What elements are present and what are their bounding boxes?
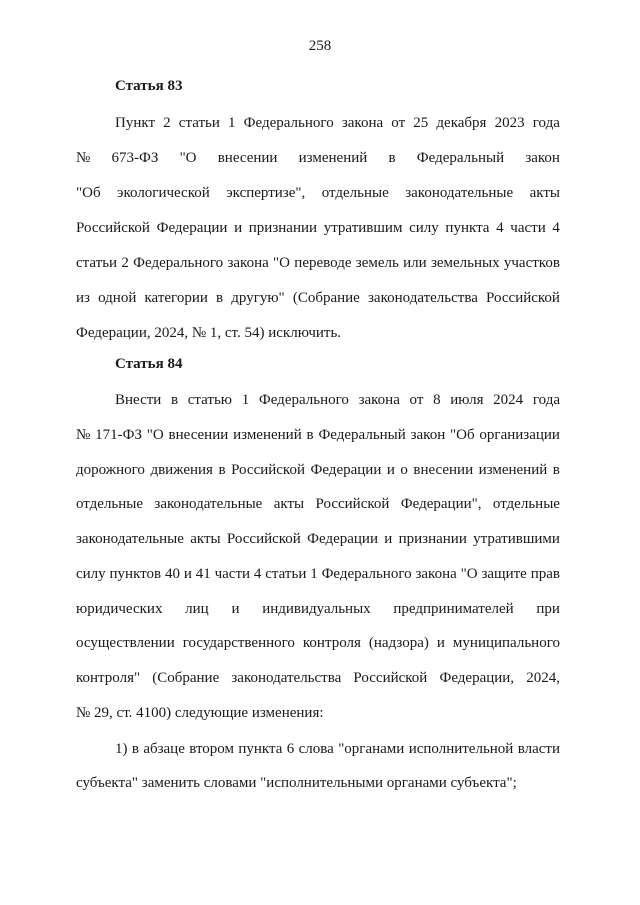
article-83-line-7: Федерации, 2024, № 1, ст. 54) исключить. xyxy=(76,325,342,341)
article-84-item-1-line-2: субъекта" заменить словами "исполнительными органами субъекта"; xyxy=(76,775,517,791)
article-83-line-2: № 673-ФЗ "О внесении изменений в Федеральный закон xyxy=(76,150,560,166)
article-83-line-1: Пункт 2 статьи 1 Федерального закона от 25 декабря 2023 года xyxy=(115,115,560,131)
article-83-line-5: статьи 2 Федерального закона "О переводе земель или земельных участков xyxy=(76,255,560,271)
article-84-line-9: контроля" (Собрание законодательства Российской Федерации, 2024, xyxy=(76,670,560,686)
article-83-heading: Статья 83 xyxy=(115,78,183,94)
article-83-line-6: из одной категории в другую" (Собрание законодательства Российской xyxy=(76,290,560,306)
article-84-line-7: юридических лиц и индивидуальных предпринимателей при xyxy=(76,601,560,617)
article-84-line-10: № 29, ст. 4100) следующие изменения: xyxy=(76,705,324,721)
article-83-line-3: "Об экологической экспертизе", отдельные законодательные акты xyxy=(76,185,560,201)
article-84-line-3: дорожного движения в Российской Федерации и о внесении изменений в xyxy=(76,462,560,478)
article-84-line-1: Внести в статью 1 Федерального закона от 8 июля 2024 года xyxy=(115,392,560,408)
article-84-heading: Статья 84 xyxy=(115,356,183,372)
article-83-line-4: Российской Федерации и признании утратившим силу пункта 4 части 4 xyxy=(76,220,560,236)
article-84-line-4: отдельные законодательные акты Российской Федерации", отдельные xyxy=(76,496,560,512)
article-84-line-5: законодательные акты Российской Федерации и признании утратившими xyxy=(76,531,560,547)
article-84-line-8: осуществлении государственного контроля (надзора) и муниципального xyxy=(76,635,560,651)
article-84-line-6: силу пунктов 40 и 41 части 4 статьи 1 Федерального закона "О защите прав xyxy=(76,566,560,582)
article-84-line-2: № 171-ФЗ "О внесении изменений в Федеральный закон "Об организации xyxy=(76,427,560,443)
page-number: 258 xyxy=(308,38,332,54)
article-84-item-1-line-1: 1) в абзаце втором пункта 6 слова "органами исполнительной власти xyxy=(115,741,560,757)
